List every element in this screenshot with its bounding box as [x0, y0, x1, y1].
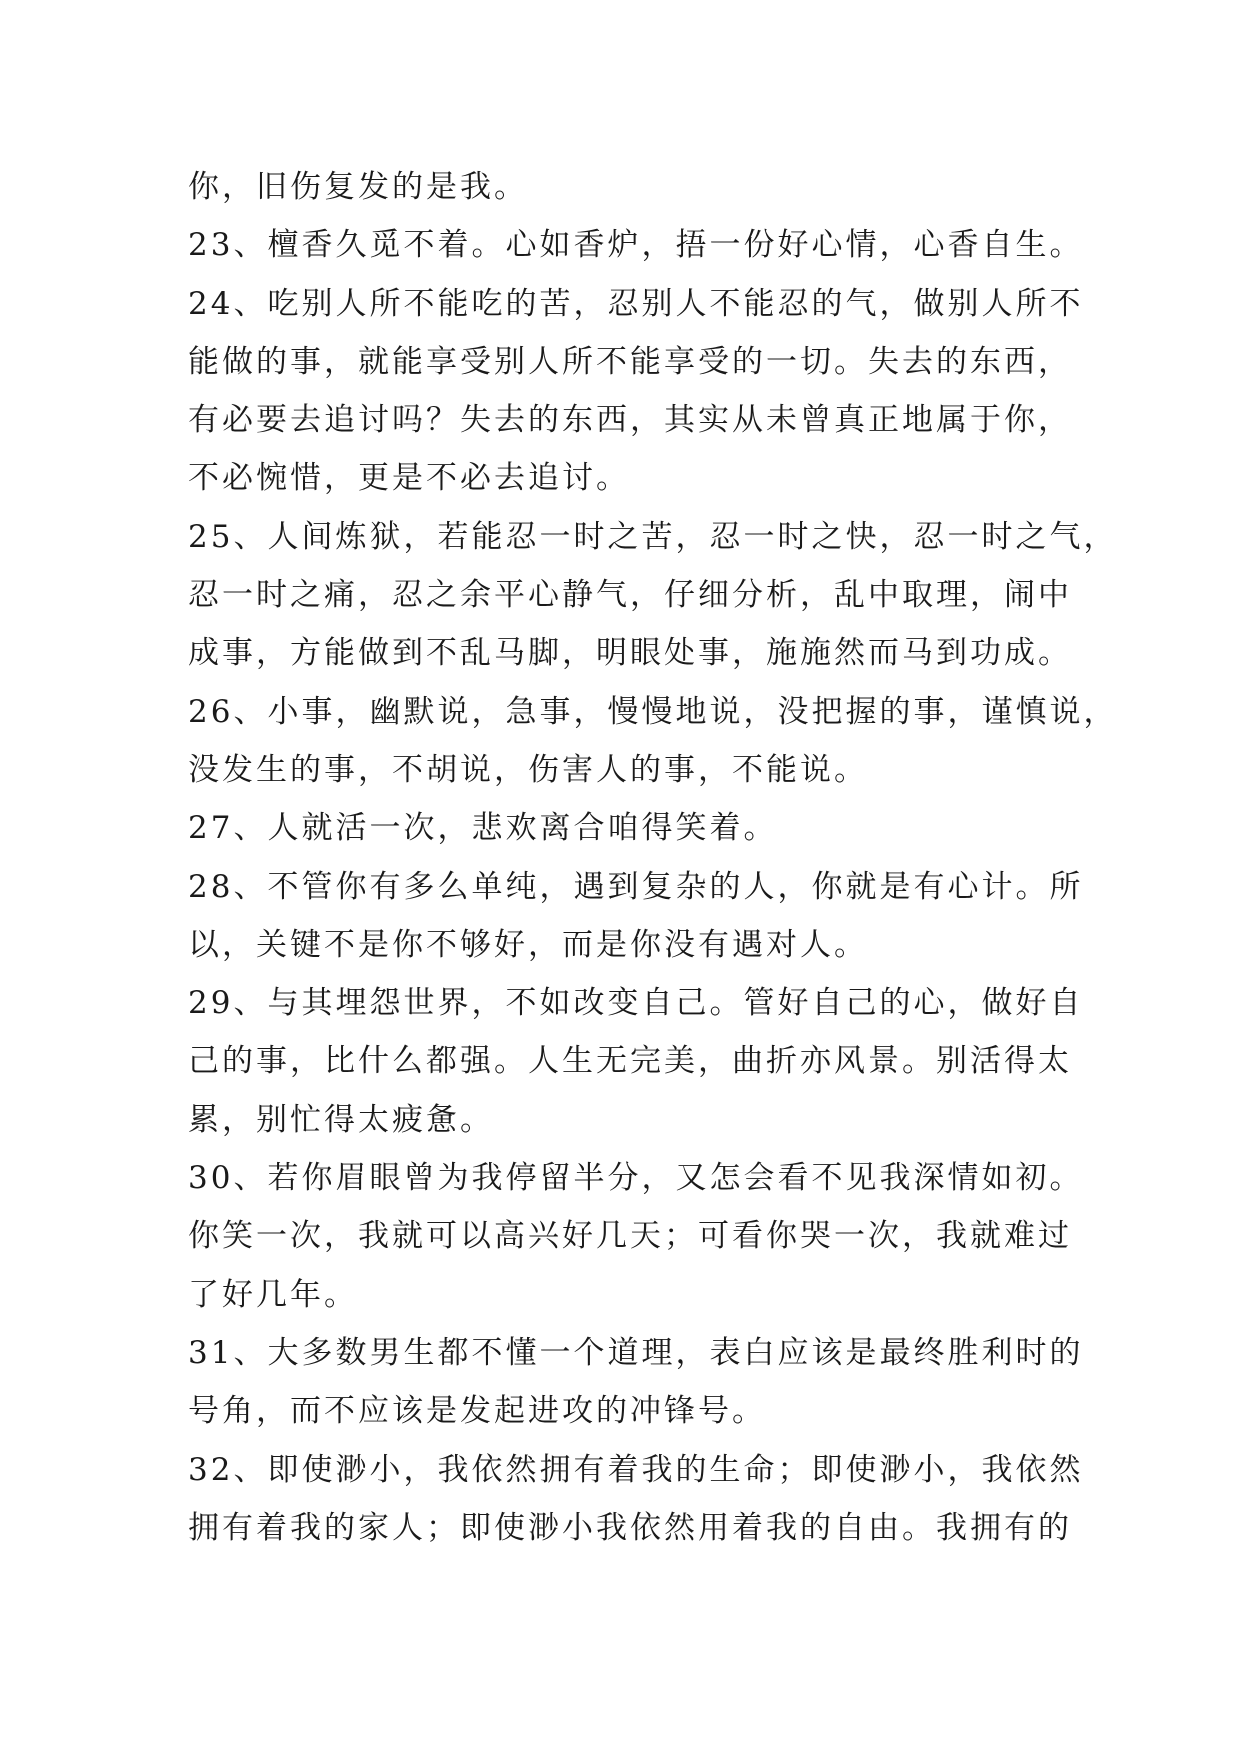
text-line: 24、吃别人所不能吃的苦，忍别人不能忍的气，做别人所不	[188, 285, 1084, 322]
text-line: 26、小事，幽默说，急事，慢慢地说，没把握的事，谨慎说，	[188, 693, 1118, 730]
document-body	[188, 158, 1118, 1557]
text-line: 23、檀香久觅不着。心如香炉，捂一份好心情，心香自生。	[188, 227, 1084, 264]
text-line: 没发生的事，不胡说，伤害人的事，不能说。	[188, 751, 868, 788]
text-line: 号角，而不应该是发起进攻的冲锋号。	[188, 1393, 766, 1430]
text-line: 你笑一次，我就可以高兴好几天；可看你哭一次，我就难过	[188, 1218, 1072, 1255]
text-line: 忍一时之痛，忍之余平心静气，仔细分析，乱中取理，闹中	[188, 577, 1072, 614]
text-line: 能做的事，就能享受别人所不能享受的一切。失去的东西，	[188, 343, 1072, 380]
text-line: 25、人间炼狱，若能忍一时之苦，忍一时之快，忍一时之气，	[188, 518, 1118, 555]
text-line: 累，别忙得太疲惫。	[188, 1101, 494, 1138]
text-line: 成事，方能做到不乱马脚，明眼处事，施施然而马到功成。	[188, 635, 1072, 672]
text-line: 己的事，比什么都强。人生无完美，曲折亦风景。别活得太	[188, 1043, 1072, 1080]
text-line: 你，旧伤复发的是我。	[188, 169, 528, 205]
text-line: 27、人就活一次，悲欢离合咱得笑着。	[188, 810, 778, 847]
text-line: 32、即使渺小，我依然拥有着我的生命；即使渺小，我依然	[188, 1451, 1084, 1488]
text-line: 29、与其埋怨世界，不如改变自己。管好自己的心，做好自	[188, 985, 1084, 1022]
text-line: 了好几年。	[188, 1276, 358, 1313]
text-line: 拥有着我的家人；即使渺小我依然用着我的自由。我拥有的	[188, 1509, 1072, 1546]
text-line: 以，关键不是你不够好，而是你没有遇对人。	[188, 926, 868, 963]
text-line: 31、大多数男生都不懂一个道理，表白应该是最终胜利时的	[188, 1334, 1084, 1371]
text-line: 30、若你眉眼曾为我停留半分，又怎会看不见我深情如初。	[188, 1160, 1084, 1197]
text-line: 有必要去追讨吗？失去的东西，其实从未曾真正地属于你，	[188, 402, 1072, 439]
text-line: 不必惋惜，更是不必去追讨。	[188, 460, 630, 497]
text-line: 28、不管你有多么单纯，遇到复杂的人，你就是有心计。所	[188, 868, 1084, 905]
